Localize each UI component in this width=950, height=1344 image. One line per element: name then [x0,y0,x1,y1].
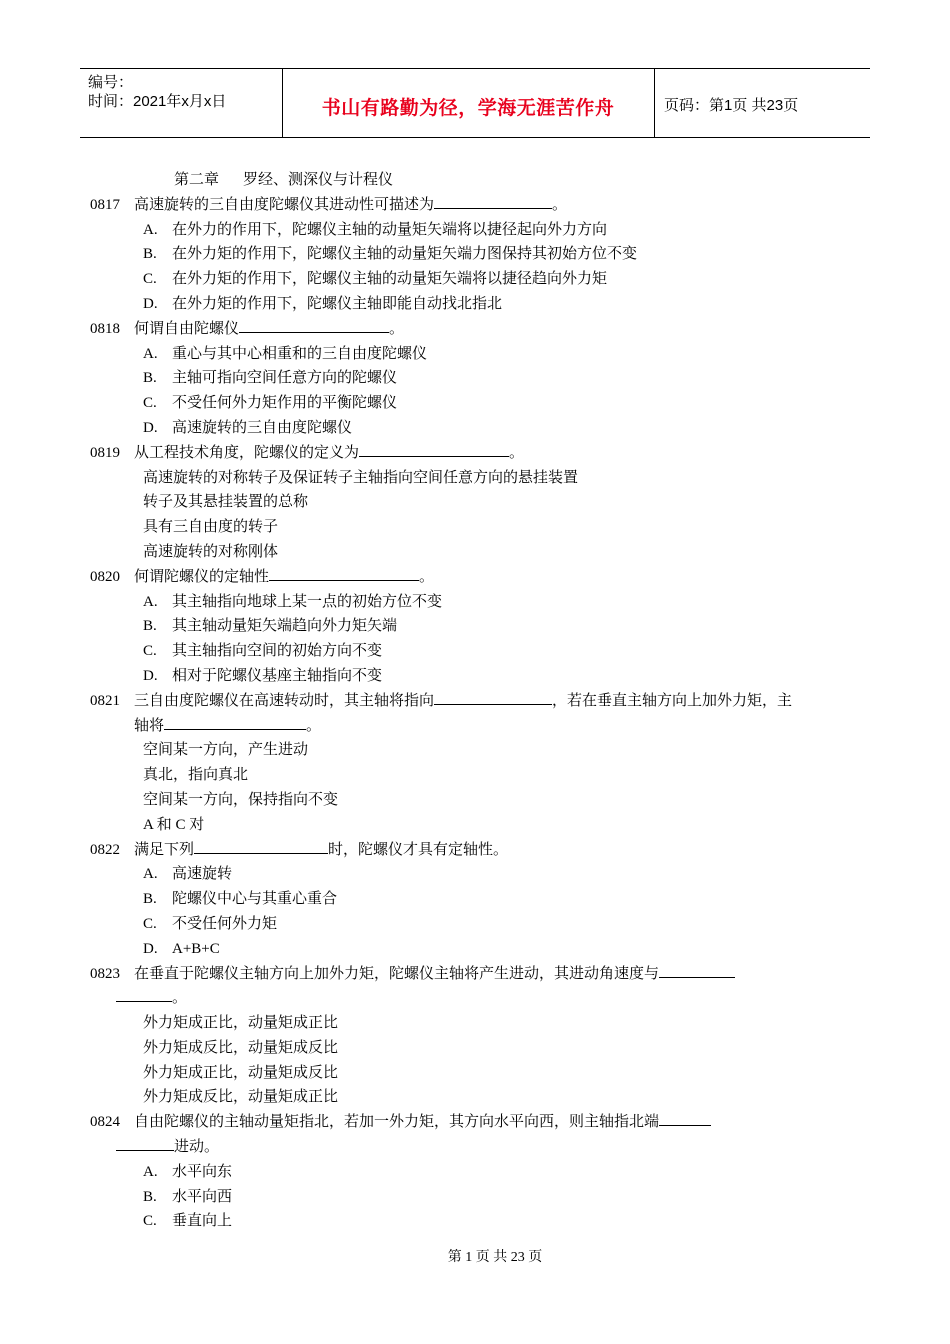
option: B. 在外力矩的作用下，陀螺仪主轴的动量矩矢端力图保持其初始方位不变 [143,246,638,263]
option: C. 在外力矩的作用下，陀螺仪主轴的动量矩矢端将以捷径趋向外力矩 [143,271,608,288]
option: C. 不受任何外力矩 [143,915,278,932]
question-number: 0817 [90,196,120,213]
question-number: 0819 [90,444,120,461]
chapter-number: 第二章 [174,172,220,188]
option: B. 水平向西 [143,1188,233,1205]
option: B. 其主轴动量矩矢端趋向外力矩矢端 [143,618,398,635]
question-text: 高速旋转的三自由度陀螺仪其进动性可描述为 [134,196,435,213]
question-number: 0823 [90,965,120,982]
page-footer: 第 1 页 共 23 页 [447,1250,543,1265]
option: 空间某一方向，保持指向不变 [143,791,339,808]
answer-blank [434,193,552,209]
question-number: 0822 [90,841,120,858]
question-continuation: 。 [90,986,870,1011]
option: 转子及其悬挂装置的总称 [143,494,309,511]
answer-blank [434,689,552,705]
serial-label: 编号： [88,74,134,91]
option: 高速旋转的对称刚体 [143,543,279,560]
option: A. 重心与其中心相重和的三自由度陀螺仪 [143,345,428,362]
question-text: 三自由度陀螺仪在高速转动时，其主轴将指向 [134,692,435,709]
question-continuation: 轴将 。 [90,714,870,739]
option: 外力矩成正比，动量矩成正比 [143,1015,339,1032]
option: A 和 C 对 [143,816,205,833]
answer-blank [116,986,172,1002]
page-header [80,68,870,138]
option: 高速旋转的对称转子及保证转子主轴指向空间任意方向的悬挂装置 [143,469,579,486]
header-page-info: 页码：第1页 共23页 [664,97,799,114]
question-text: 在垂直于陀螺仪主轴方向上加外力矩，陀螺仪主轴将产生进动，其进动角速度与 [134,965,660,982]
option: 空间某一方向，产生进动 [143,742,309,759]
question-0817: 0817 高速旋转的三自由度陀螺仪其进动性可描述为 。 [90,193,870,218]
chapter-title [90,168,870,193]
question-number: 0821 [90,692,120,709]
header-motto: 书山有路勤为径，学海无涯苦作舟 [321,97,615,119]
option: D. 相对于陀螺仪基座主轴指向不变 [143,667,383,684]
answer-blank [659,962,735,978]
question-text: 从工程技术角度，陀螺仪的定义为 [134,444,360,461]
header-divider [654,69,655,137]
option: A. 高速旋转 [143,866,233,883]
question-number: 0818 [90,320,120,337]
question-continuation: 进动。 [90,1135,870,1160]
answer-blank [194,838,328,854]
answer-blank [659,1110,711,1126]
option: 真北，指向真北 [143,767,249,784]
question-0824 [90,1110,870,1135]
option: B. 陀螺仪中心与其重心重合 [143,891,338,908]
option: C. 垂直向上 [143,1213,233,1230]
option: D. A+B+C [143,940,220,957]
answer-blank [116,1135,174,1151]
question-0822: 0822 满足下列 时，陀螺仪才具有定轴性。 [90,838,870,863]
option: 外力矩成正比，动量矩成反比 [143,1064,339,1081]
document-body [90,168,870,1234]
option: 外力矩成反比，动量矩成正比 [143,1089,339,1106]
answer-blank [359,441,509,457]
question-0819: 0819 从工程技术角度，陀螺仪的定义为 。 [90,441,870,466]
question-0823 [90,962,870,987]
option: C. 不受任何外力矩作用的平衡陀螺仪 [143,395,398,412]
option: 具有三自由度的转子 [143,519,279,536]
option: B. 主轴可指向空间任意方向的陀螺仪 [143,370,398,387]
answer-blank [164,714,306,730]
option: A. 水平向东 [143,1163,233,1180]
option: C. 其主轴指向空间的初始方向不变 [143,643,383,660]
question-number: 0824 [90,1114,120,1131]
date-label: 时间：2021年x月x日 [88,93,227,110]
question-text: 何谓自由陀螺仪 [134,320,240,337]
question-text: 满足下列 [134,841,195,858]
answer-blank [269,565,419,581]
option: A. 在外力的作用下，陀螺仪主轴的动量矩矢端将以捷径起向外力方向 [143,221,608,238]
question-0821: 0821 三自由度陀螺仪在高速转动时，其主轴将指向 ，若在垂直主轴方向上加外力矩，主 [90,689,870,714]
question-0818: 0818 何谓自由陀螺仪 。 [90,317,870,342]
option: D. 高速旋转的三自由度陀螺仪 [143,419,353,436]
option: 外力矩成反比，动量矩成反比 [143,1039,339,1056]
question-number: 0820 [90,568,120,585]
header-meta [88,73,226,111]
question-text: 何谓陀螺仪的定轴性 [134,568,270,585]
question-text: 自由陀螺仪的主轴动量矩指北，若加一外力矩，其方向水平向西，则主轴指北端 [134,1114,660,1131]
option: D. 在外力矩的作用下，陀螺仪主轴即能自动找北指北 [143,295,503,312]
answer-blank [239,317,389,333]
chapter-name: 罗经、测深仪与计程仪 [243,172,394,188]
question-0820: 0820 何谓陀螺仪的定轴性 。 [90,565,870,590]
option: A. 其主轴指向地球上某一点的初始方位不变 [143,593,443,610]
